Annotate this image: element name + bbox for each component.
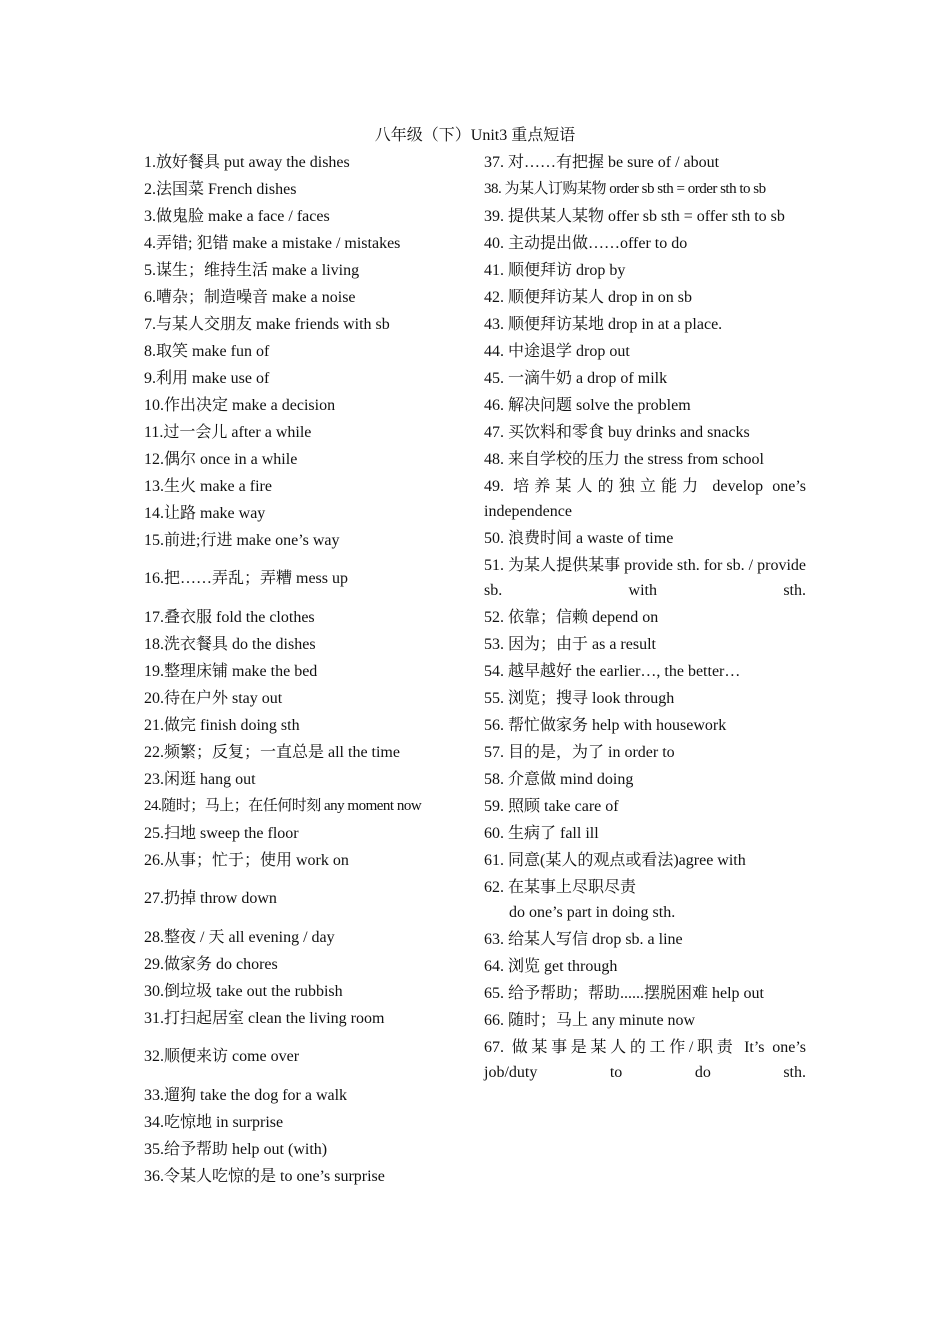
list-item: 59. 照顾 take care of	[484, 798, 619, 815]
list-item: 11.过一会儿 after a while	[144, 424, 312, 441]
list-item: 8.取笑 make fun of	[144, 343, 270, 360]
list-item: 38. 为某人订购某物 order sb sth = order sth to sb	[484, 181, 766, 197]
list-item: 54. 越早越好 the earlier…, the better…	[484, 663, 741, 680]
list-item: 10.作出决定 make a decision	[144, 397, 336, 414]
list-item: 2.法国菜 French dishes	[144, 181, 297, 198]
list-item: 29.做家务 do chores	[144, 956, 278, 973]
list-item: 61. 同意(某人的观点或看法)agree with	[484, 852, 746, 869]
list-item: 25.扫地 sweep the floor	[144, 825, 299, 842]
list-item: 57. 目的是，为了 in order to	[484, 744, 675, 761]
list-item: 6.嘈杂；制造噪音 make a noise	[144, 289, 356, 306]
list-item: 1.放好餐具 put away the dishes	[144, 154, 350, 171]
list-item: 44. 中途退学 drop out	[484, 343, 630, 360]
list-item-text: 62. 在某事上尽职尽责	[484, 879, 637, 896]
list-item-continuation: do one’s part in doing sth.	[509, 904, 676, 921]
list-item: 58. 介意做 mind doing	[484, 771, 634, 788]
list-item: 53. 因为；由于 as a result	[484, 636, 656, 653]
list-item: 12.偶尔 once in a while	[144, 451, 298, 468]
list-item: 24.随时；马上；在任何时刻 any moment now	[144, 798, 422, 814]
list-item: 36.令某人吃惊的是 to one’s surprise	[144, 1168, 385, 1185]
list-item: 43. 顺便拜访某地 drop in at a place.	[484, 316, 723, 333]
list-item: 42. 顺便拜访某人 drop in on sb	[484, 289, 693, 306]
list-item: 48. 来自学校的压力 the stress from school	[484, 451, 764, 468]
list-item: 55. 浏览；搜寻 look through	[484, 690, 675, 707]
list-item: 23.闲逛 hang out	[144, 771, 256, 788]
list-item: 60. 生病了 fall ill	[484, 825, 599, 842]
phrase-list-right	[484, 149, 806, 1086]
list-item: 51. 为某人提供某事 provide sth. for sb. / provide sb. with sth.	[484, 557, 806, 599]
list-item: 3.做鬼脸 make a face / faces	[144, 208, 330, 225]
list-item: 37. 对……有把握 be sure of / about	[484, 154, 720, 171]
list-item: 56. 帮忙做家务 help with housework	[484, 717, 727, 734]
list-item: 46. 解决问题 solve the problem	[484, 397, 691, 414]
list-item: 49. 培养某人的独立能力 develop one’s independence	[484, 478, 806, 520]
list-item: 32.顺便来访 come over	[144, 1048, 300, 1065]
list-item: 65. 给予帮助；帮助......摆脱困难 help out	[484, 985, 764, 1002]
list-item: 66. 随时；马上 any minute now	[484, 1012, 696, 1029]
list-item: 28.整夜 / 天 all evening / day	[144, 929, 335, 946]
list-item: 41. 顺便拜访 drop by	[484, 262, 626, 279]
list-item: 14.让路 make way	[144, 505, 266, 522]
list-item: 27.扔掉 throw down	[144, 890, 277, 907]
list-item: 26.从事；忙于；使用 work on	[144, 852, 349, 869]
list-item: 50. 浪费时间 a waste of time	[484, 530, 674, 547]
list-item: 20.待在户外 stay out	[144, 690, 283, 707]
list-item: 19.整理床铺 make the bed	[144, 663, 318, 680]
list-item: 9.利用 make use of	[144, 370, 270, 387]
list-item: 18.洗衣餐具 do the dishes	[144, 636, 316, 653]
list-item: 17.叠衣服 fold the clothes	[144, 609, 315, 626]
list-item: 39. 提供某人某物 offer sb sth = offer sth to sb	[484, 208, 785, 225]
list-item: 16.把……弄乱；弄糟 mess up	[144, 570, 349, 587]
list-item: 22.频繁；反复；一直总是 all the time	[144, 744, 400, 761]
list-item: 47. 买饮料和零食 buy drinks and snacks	[484, 424, 750, 441]
list-item: 45. 一滴牛奶 a drop of milk	[484, 370, 668, 387]
list-item	[484, 874, 806, 926]
list-item: 63. 给某人写信 drop sb. a line	[484, 931, 683, 948]
list-item: 30.倒垃圾 take out the rubbish	[144, 983, 343, 1000]
list-item: 5.谋生；维持生活 make a living	[144, 262, 360, 279]
list-item: 7.与某人交朋友 make friends with sb	[144, 316, 390, 333]
phrase-list-left	[144, 149, 474, 1190]
list-item: 13.生火 make a fire	[144, 478, 272, 495]
list-item: 52. 依靠；信赖 depend on	[484, 609, 659, 626]
list-item: 4.弄错; 犯错 make a mistake / mistakes	[144, 235, 401, 252]
list-item: 33.遛狗 take the dog for a walk	[144, 1087, 348, 1104]
list-item: 31.打扫起居室 clean the living room	[144, 1010, 385, 1027]
page-title: 八年级（下）Unit3 重点短语	[374, 127, 576, 144]
list-item: 67. 做某事是某人的工作/职责 It’s one’s job/duty to do sth.	[484, 1039, 806, 1081]
list-item: 21.做完 finish doing sth	[144, 717, 300, 734]
list-item: 40. 主动提出做……offer to do	[484, 235, 688, 252]
list-item: 15.前进;行进 make one’s way	[144, 532, 340, 549]
list-item: 34.吃惊地 in surprise	[144, 1114, 284, 1131]
list-item: 64. 浏览 get through	[484, 958, 618, 975]
list-item: 35.给予帮助 help out (with)	[144, 1141, 328, 1158]
